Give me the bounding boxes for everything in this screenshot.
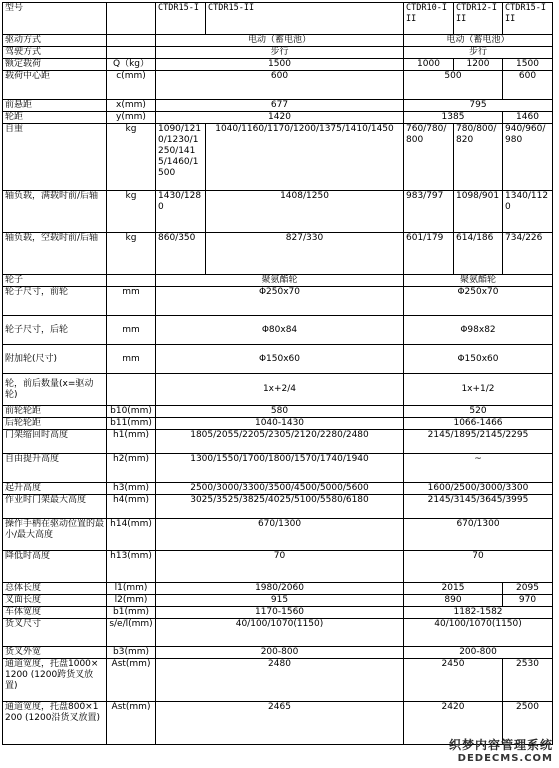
watermark-title: 织梦内容管理系统 (448, 738, 553, 752)
table-row: 自重 kg 1090/1210/1230/1250/1415/1460/1500 1040/1160/1170/1200/1375/1410/1450 760/780/800 780/800/820 940/960/980 (3, 124, 553, 191)
table-row: 载荷中心距 c(mm) 600 500 600 (3, 71, 553, 100)
table-row: 轮子 聚氨酯轮 聚氨酯轮 (3, 275, 553, 287)
table-row: 通道宽度，托盘1000×1200 (1200跨货叉放置) Ast(mm) 2480 2450 2530 (3, 659, 553, 702)
model-label: 型号 (3, 3, 107, 35)
model-ctdr15-i: CTDR15-I (156, 3, 206, 35)
model-ctdr12-iii: CTDR12-III (454, 3, 503, 35)
table-row: 驱动方式 电动（蓄电池） 电动（蓄电池） (3, 35, 553, 47)
table-row: 降低时高度 h13(mm) 70 70 (3, 551, 553, 583)
table-row: 车体宽度 b1(mm) 1170-1560 1182-1582 (3, 607, 553, 619)
table-row: 轴负载，空载时前/后轴 kg 860/350 827/330 601/179 614/186 734/226 (3, 233, 553, 275)
table-row: 总体长度 l1(mm) 1980/2060 2015 2095 (3, 583, 553, 595)
table-row: 轮，前后数量(x=驱动轮) 1x+2/4 1x+1/2 (3, 374, 553, 406)
table-row: 轮子尺寸，后轮 mm Φ80x84 Φ98x82 (3, 316, 553, 345)
table-row: 前悬距 x(mm) 677 795 (3, 100, 553, 112)
table-row: 作业时门架最大高度 h4(mm) 3025/3525/3825/4025/5100/5580/6180 2145/3145/3645/3995 (3, 495, 553, 519)
spec-table (2, 2, 553, 745)
table-row: 前轮轮距 b10(mm) 580 520 (3, 406, 553, 418)
header-row (3, 3, 553, 35)
table-row: 驾驶方式 步行 步行 (3, 47, 553, 59)
table-row: 门架缩回时高度 h1(mm) 1805/2055/2205/2305/2120/2280/2480 2145/1895/2145/2295 (3, 430, 553, 454)
table-row: 货叉外宽 b3(mm) 200-800 200-800 (3, 647, 553, 659)
model-ctdr10-iii: CTDR10-III (404, 3, 454, 35)
table-row: 附加轮(尺寸) mm Φ150x60 Φ150x60 (3, 345, 553, 374)
table-row: 起升高度 h3(mm) 2500/3000/3300/3500/4500/5000/5600 1600/2500/3000/3300 (3, 483, 553, 495)
table-row: 通道宽度，托盘800×1200 (1200沿货叉放置) Ast(mm) 2465 2420 2500 (3, 702, 553, 745)
model-ctdr15-iii: CTDR15-III (503, 3, 553, 35)
table-row: 额定载荷 Q（kg） 1500 1000 1200 1500 (3, 59, 553, 71)
table-row: 货叉尺寸 s/e/l(mm) 40/100/1070(1150) 40/100/1070(1150) (3, 619, 553, 647)
table-row: 轮距 y(mm) 1420 1385 1460 (3, 112, 553, 124)
table-row: 叉面长度 l2(mm) 915 890 970 (3, 595, 553, 607)
watermark (449, 736, 553, 764)
table-row: 轴负载，满载时前/后轴 kg 1430/1280 1408/1250 983/797 1098/901 1340/1120 (3, 191, 553, 233)
watermark-domain: DEDECMS.COM (457, 753, 553, 764)
table-row: 轮子尺寸，前轮 mm Φ250x70 Φ250x70 (3, 287, 553, 316)
table-row: 自由提升高度 h2(mm) 1300/1550/1700/1800/1570/1740/1940 ~ (3, 454, 553, 483)
table-row: 操作手柄在驱动位置的最小/最大高度 h14(mm) 670/1300 670/1300 (3, 519, 553, 551)
model-ctdr15-ii: CTDR15-II (206, 3, 404, 35)
table-row: 后轮轮距 b11(mm) 1040-1430 1066-1466 (3, 418, 553, 430)
